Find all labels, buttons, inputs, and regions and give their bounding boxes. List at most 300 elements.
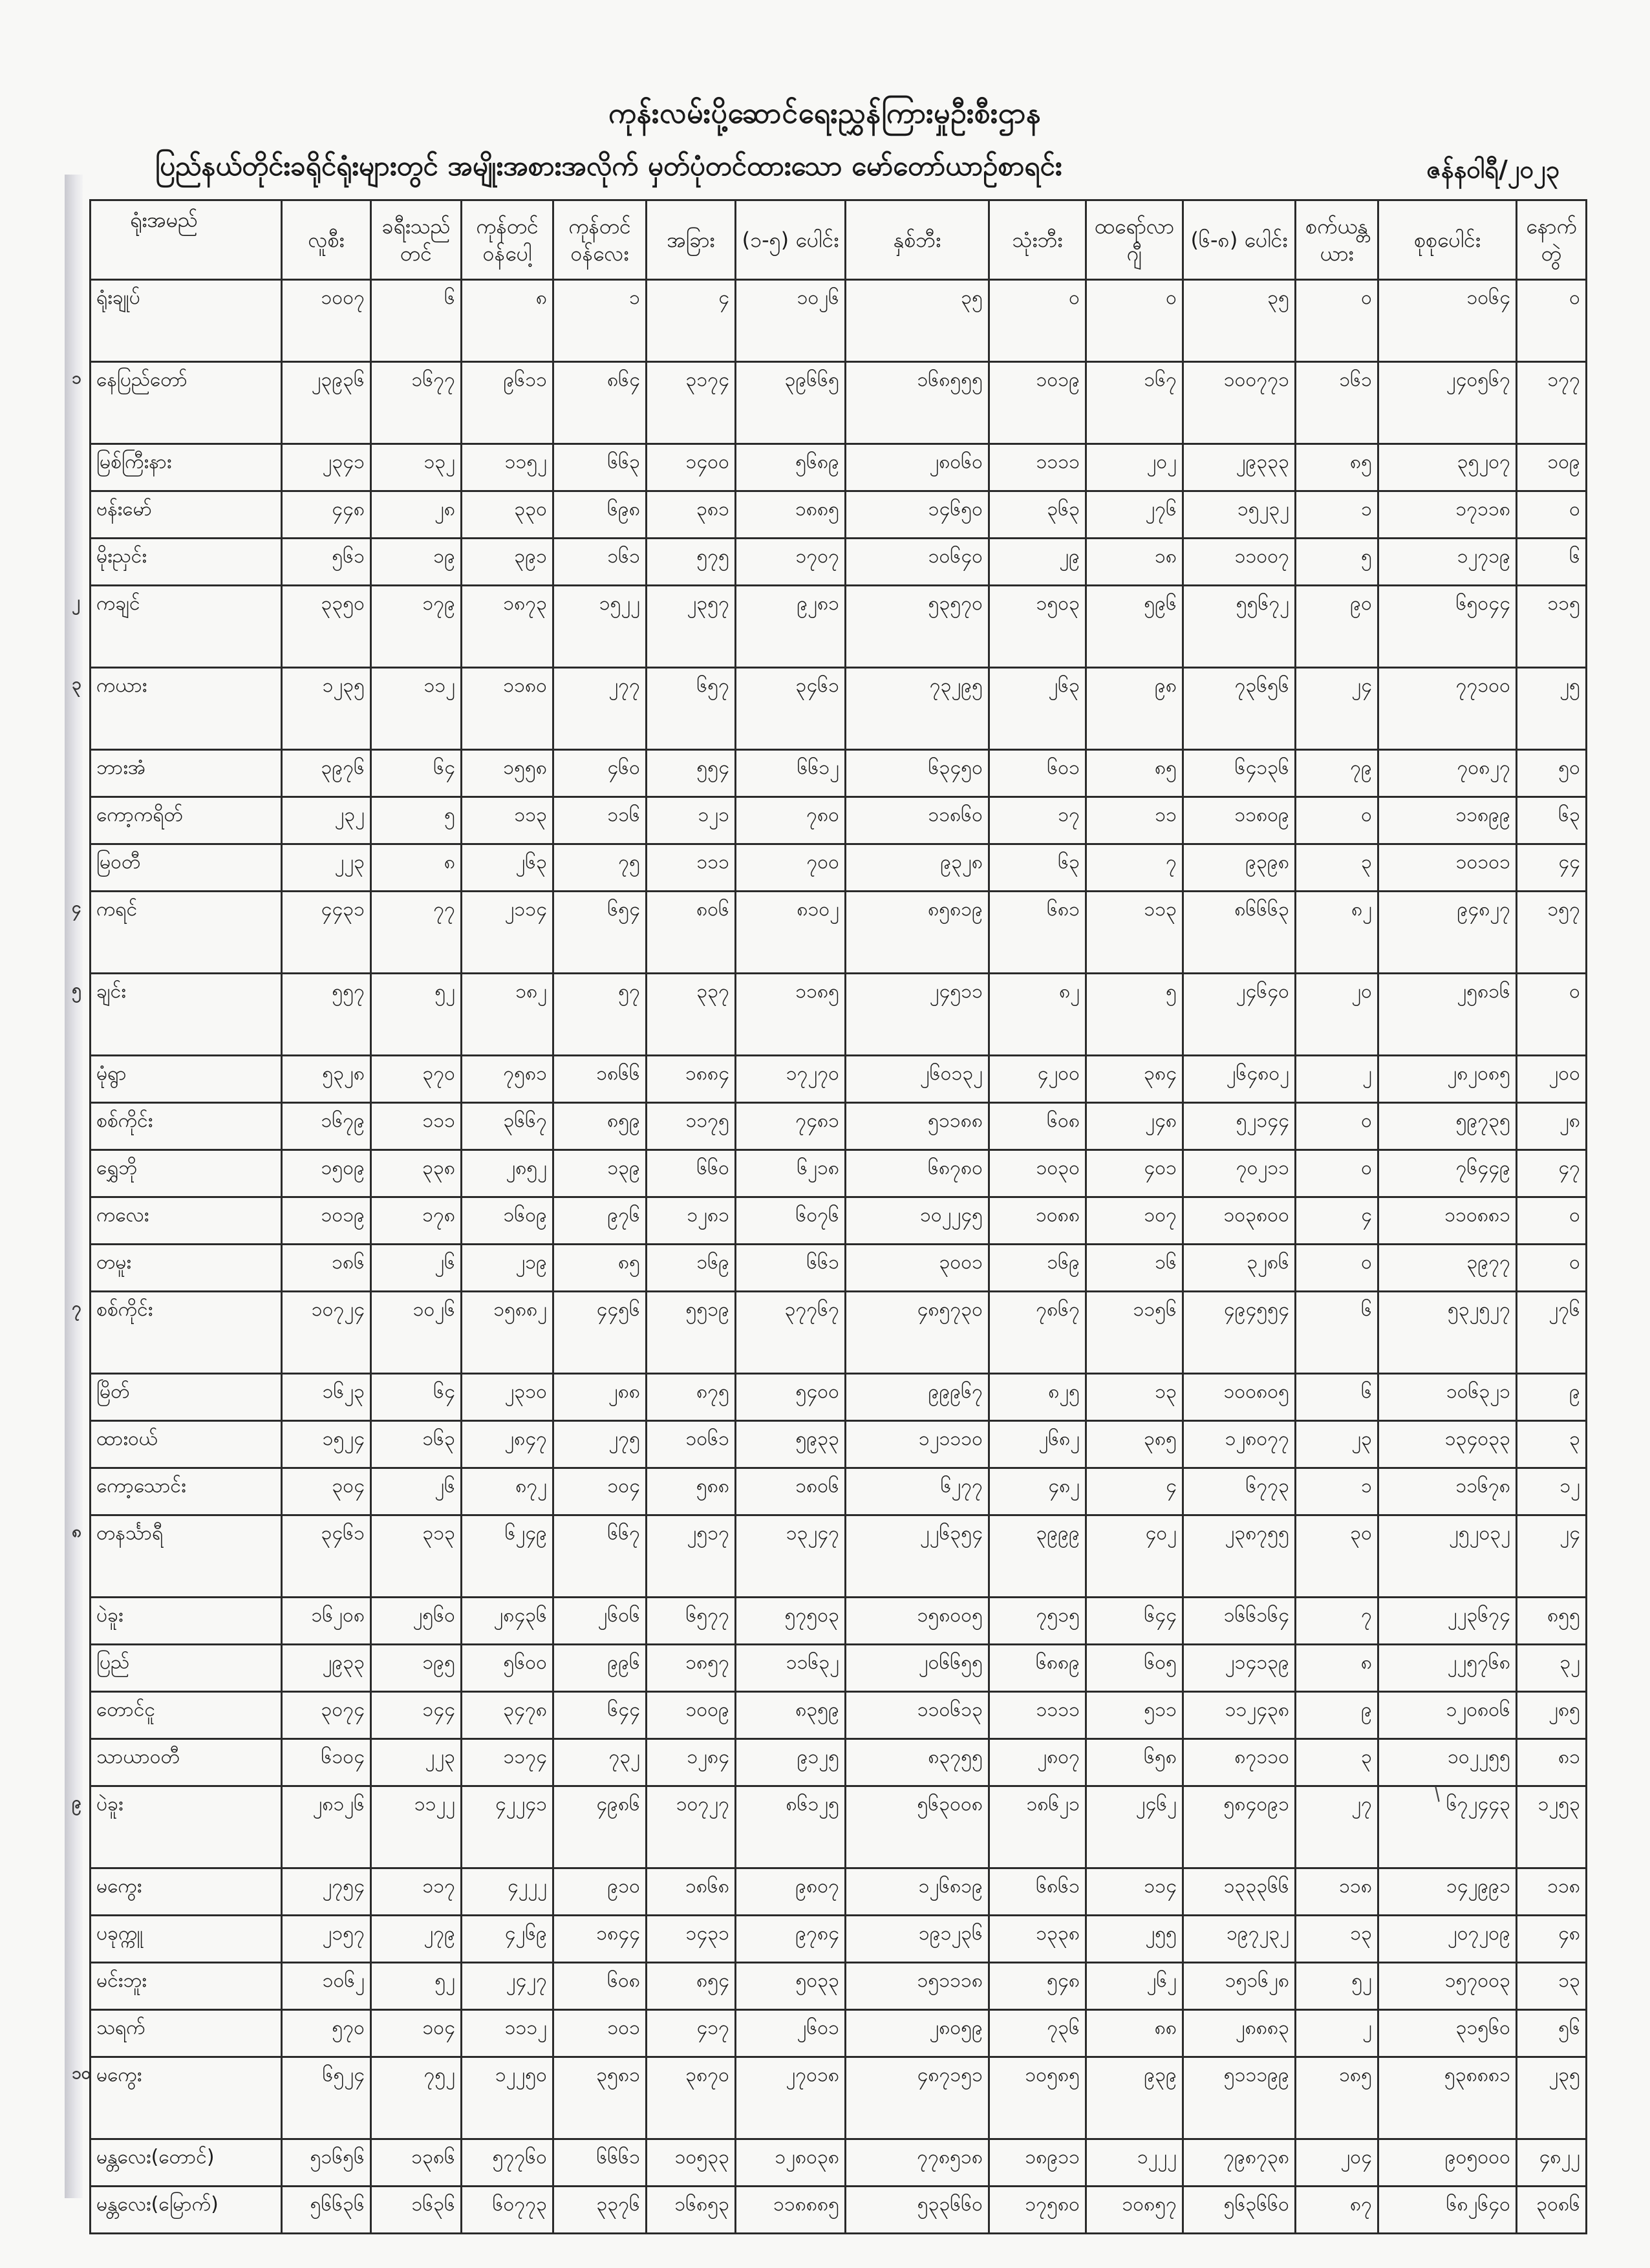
table-cell: ၂၆၈၂ [989,1421,1086,1468]
table-cell: ၅၃၃၆၆၀ [846,2187,989,2234]
office-name-cell [91,1739,282,1786]
table-cell: ၅၅၄ [647,750,736,797]
table-cell: ၂၈၈၈၃ [1183,2010,1296,2057]
table-cell: ၂၆ [371,1245,462,1292]
table-cell: ၈၅၈၁၉ [846,892,989,974]
table-cell: ၃၅ [1183,280,1296,362]
table-cell: ၁၀၆၄ [1378,280,1517,362]
table-cell: ၄၂၆၉ [462,1916,553,1963]
table-cell: ၁၃ [1086,1374,1183,1421]
table-cell: ၈၅၄ [647,1963,736,2010]
table-cell: ၉၄၈၂၇ [1378,892,1517,974]
table-cell: ၁၆၉ [989,1245,1086,1292]
table-row [91,1245,1587,1292]
table-cell: ၃၃၇၆ [553,2187,647,2234]
office-name-cell [91,444,282,491]
office-name: မြဝတီ [96,851,141,873]
table-cell: ၁၀၂၂၅၅ [1378,1739,1517,1786]
table-cell: ၁၈ [1086,539,1183,586]
table-cell: ၃၃၀ [462,491,553,539]
table-cell: ၆၀၈ [553,1963,647,2010]
table-cell: ၁၁၈၅ [736,974,846,1056]
column-header: စုစုပေါင်း [1378,200,1517,280]
table-cell: ၈၂၅ [989,1374,1086,1421]
table-cell: ၂၇၇ [553,668,647,750]
office-name-cell [72,362,282,444]
table-cell: ၃၀၄ [282,1468,371,1515]
table-cell: ၁၅၂၄ [282,1421,371,1468]
table-cell: ၀ [1517,280,1587,362]
office-name: ရုံးချုပ် [96,286,140,309]
table-cell: ၁၁၇ [371,1868,462,1916]
table-cell: ၈၅ [1296,444,1378,491]
table-cell: ၈ [371,844,462,892]
table-cell: ၂၃၈၇၅၅ [1183,1515,1296,1598]
table-cell: ၂၈၁၂၆ [282,1786,371,1868]
table-cell: ၃၇၀ [371,1056,462,1103]
table-cell: ၃၂ [1517,1645,1587,1692]
table-cell: ၂၄ [1517,1515,1587,1598]
table-cell: ၂၈၀၇ [989,1739,1086,1786]
table-cell: ၁၀၆၃၂၁ [1378,1374,1517,1421]
office-name-cell [91,1245,282,1292]
table-cell: ၃၀၈၆ [1517,2187,1587,2234]
table-cell: ၂၇၅ [553,1421,647,1468]
table-cell: ၉၂၈၁ [736,586,846,668]
table-row [91,892,1587,974]
table-cell: ၁၁၁၁ [989,444,1086,491]
table-cell: ၅၀ [1517,750,1587,797]
table-cell: ၁၀၂၆ [736,280,846,362]
table-cell: ၂၁၁၄ [462,892,553,974]
table-cell: ၁၅၇ [1517,892,1587,974]
table-cell: ၁၁၀၀၇ [1183,539,1296,586]
table-cell: ၁၂၈၀၇၇ [1183,1421,1296,1468]
table-cell: ၀ [1086,280,1183,362]
table-row [91,586,1587,668]
office-name: ကယား [96,674,147,697]
table-cell: ၂၆၀၆ [553,1598,647,1645]
table-cell: ၈၅၅ [1517,1598,1587,1645]
table-cell: ၅၆၃၆၆၀ [1183,2187,1296,2234]
table-cell: ၇၇ [371,892,462,974]
table-cell: ၁၀၁၉ [989,362,1086,444]
table-cell: ၄၂၀၀ [989,1056,1086,1103]
table-cell: ၂၅၈၁၆ [1378,974,1517,1056]
table-cell: ၃၅၂၀၇ [1378,444,1517,491]
table-cell: ၇၆၄၄၉ [1378,1150,1517,1197]
table-cell: ၁၁၅၆ [1086,1292,1183,1374]
table-cell: ၀ [1296,1245,1378,1292]
table-row [91,1916,1587,1963]
table-cell: ၁၆၀၉ [462,1197,553,1245]
region-number: ၉ [72,1793,81,1812]
table-row [91,1197,1587,1245]
table-cell: ၁၆၇၇ [371,362,462,444]
table-cell: ၃၁၅၆၀ [1378,2010,1517,2057]
office-name: ကချင် [96,592,140,615]
table-cell: ၁၃၉ [553,1150,647,1197]
table-cell: ၂၈၂၀၈၅ [1378,1056,1517,1103]
table-cell: ၁၄၂၉၉၁ [1378,1868,1517,1916]
table-cell: ၁၁၃ [462,797,553,844]
table-cell: ၂၁၄၁၃၉ [1183,1645,1296,1692]
table-cell: ၈ [462,280,553,362]
table-cell: ၁၇၁၁၈ [1378,491,1517,539]
column-header: ထရော်လာဂျီ [1086,200,1183,280]
table-cell: ၀ [1517,1197,1587,1245]
table-cell: ၁၀၁၀၁ [1378,844,1517,892]
table-cell: ၁၁၅၂ [462,444,553,491]
table-cell: ၂၅၂၀၃၂ [1378,1515,1517,1598]
table-row [91,280,1587,362]
table-cell: ၆ [1517,539,1587,586]
table-cell: ၁၀၄ [553,1468,647,1515]
table-cell: ၆၂၁၈ [736,1150,846,1197]
table-cell: ၁၈၈၄ [647,1056,736,1103]
office-name-cell [72,1292,282,1374]
table-cell: ၁၁၂ [371,668,462,750]
office-name: ကော့ကရိတ် [96,804,183,826]
table-row [91,2010,1587,2057]
table-cell: ၆၅၇ [647,668,736,750]
table-cell: ၁၂၂၅၀ [462,2057,553,2139]
table-cell: ၁၂၆၈၁၉ [846,1868,989,1916]
table-row [91,797,1587,844]
table-cell: ၂၇ [1296,1786,1378,1868]
table-cell: ၂၃၅ [1517,2057,1587,2139]
table-cell: ၆၄၁၃၆ [1183,750,1296,797]
office-name: ချင်း [96,980,126,1003]
table-cell: ၁၂၇၁၉ [1378,539,1517,586]
office-name-cell [72,974,282,1056]
office-name-cell [91,2187,282,2234]
office-name: ပဲခူး [96,1793,123,1815]
column-header: စက်ယန္တယား [1296,200,1378,280]
table-cell: ၁၁၈ [1517,1868,1587,1916]
table-cell: ၅၆၆၃၆ [282,2187,371,2234]
table-cell: ၂၃၅၇ [647,586,736,668]
table-cell: ၁၆၂၃ [282,1374,371,1421]
table-cell: ၂၉ [989,539,1086,586]
table-cell: ၆၈၂၆၄၀ [1378,2187,1517,2234]
table-cell: ၉၈ [1086,668,1183,750]
table-cell: ၁ [1296,491,1378,539]
table-cell: ၂၀၆၆၅၅ [846,1645,989,1692]
table-row [91,1739,1587,1786]
table-cell: ၆၁၀၄ [282,1739,371,1786]
scan-binding-shadow [65,175,83,2198]
column-header: (၆-၈) ပေါင်း [1183,200,1296,280]
table-row [91,2057,1587,2139]
table-cell: ၈၃၅၉ [736,1692,846,1739]
table-cell: ၁၆၃ [371,1421,462,1468]
table-cell: ၁၈၄၄ [553,1916,647,1963]
table-cell: ၁၂ [1517,1468,1587,1515]
table-cell: ၅ [371,797,462,844]
table-cell: ၁၁၆၃၂ [736,1645,846,1692]
table-cell: ၅၇၅၀၃ [736,1598,846,1645]
table-cell: ၈၇၁၁၀ [1183,1739,1296,1786]
table-cell: ၁၇၀၇ [736,539,846,586]
table-cell: ၅၃၈၈၈၁ [1378,2057,1517,2139]
table-cell: ၆ [1296,1292,1378,1374]
table-cell: ၁ [1296,1468,1378,1515]
table-cell: ၂၅ [1517,668,1587,750]
table-cell: ၅၆၁ [282,539,371,586]
table-row [91,1421,1587,1468]
table-cell: ၂၁၉ [462,1245,553,1292]
table-cell: ၁၆၈၅၅၅ [846,362,989,444]
table-cell: ၁၃၂ [371,444,462,491]
table-cell: ၁၄၄ [371,1692,462,1739]
office-name-cell [72,2057,282,2139]
office-name: မန္တလေး(တောင်) [96,2146,215,2168]
table-cell: ၇ [1086,844,1183,892]
table-cell: ၇၇၁၀၀ [1378,668,1517,750]
office-name: တနင်္သာရီ [96,1522,164,1545]
table-row [91,1598,1587,1645]
table-cell: ၂၉၃၃၃ [1183,444,1296,491]
table-cell: ၄၉၄၅၅၄ [1183,1292,1296,1374]
office-name: မကွေး [96,2064,142,2086]
office-name: စစ်ကိုင်း [96,1109,153,1132]
table-cell: ၅၇၅ [647,539,736,586]
table-cell: ၄၈ [1517,1916,1587,1963]
office-name-cell [91,1468,282,1515]
table-row [91,539,1587,586]
table-cell: ၂၂၅၇၆၈ [1378,1645,1517,1692]
table-cell: ၈၂ [1296,892,1378,974]
table-cell: ၁၆၂၀၈ [282,1598,371,1645]
table-cell: ၅၉၇၃၅ [1378,1103,1517,1150]
office-name-cell [91,1916,282,1963]
table-cell: ၁၁၁၁ [989,1692,1086,1739]
office-name: တောင်ငူ [96,1698,156,1721]
table-cell: ၆၃ [989,844,1086,892]
table-cell: ၃၄၆၁ [282,1515,371,1598]
office-name: စစ်ကိုင်း [96,1298,153,1321]
table-row [91,1963,1587,2010]
table-cell: ၁၁၇၅ [647,1103,736,1150]
table-cell: ၈၀၆ [647,892,736,974]
table-cell: ၁၈၈၅ [736,491,846,539]
table-cell: ၆၉၈ [553,491,647,539]
table-cell: ၂၈ [371,491,462,539]
table-cell: ၃၁၇၄ [647,362,736,444]
table-cell: ၆၅၂၄ [282,2057,371,2139]
office-name-cell [91,2139,282,2187]
table-body [72,280,1587,2234]
column-header: ကုန်တင်ဝန်ပေါ့ [462,200,553,280]
office-name-cell [72,1515,282,1598]
table-cell: ၁၂၈၀၃၈ [736,2139,846,2187]
table-cell: ၁၈၇၃ [462,586,553,668]
table-cell: ၁၉ [371,539,462,586]
office-name: ထားဝယ် [96,1428,158,1450]
table-row [91,1515,1587,1598]
table-cell: ၁၁၂၄၃၈ [1183,1692,1296,1739]
table-cell: ၆၅၄ [553,892,647,974]
table-cell: ၇၈၀ [736,797,846,844]
table-cell: ၅၆၈၉ [736,444,846,491]
table-cell: ၈၅ [553,1245,647,1292]
table-cell: ၀ [1517,974,1587,1056]
office-name-cell [91,1421,282,1468]
table-cell: ၁၀၀၇ [282,280,371,362]
table-cell: ၆၃၄၅၀ [846,750,989,797]
table-cell: ၆ [1296,1374,1378,1421]
table-cell: ၂၈ [1517,1103,1587,1150]
column-header: အခြား [647,200,736,280]
table-cell: ၃၄၇၈ [462,1692,553,1739]
table-cell: ၄၉၈၆ [553,1786,647,1868]
vehicle-registration-table [72,199,1587,2234]
table-cell: ၁၆၆၁၆၄ [1183,1598,1296,1645]
table-cell: ၇၅ [553,844,647,892]
office-name: မင်းဘူး [96,1969,147,1992]
office-name: ကလေး [96,1204,149,1226]
table-cell: ၀ [1296,1103,1378,1150]
table-header-row [91,200,1587,280]
table-cell: ၅၃၂၅၂၇ [1378,1292,1517,1374]
table-cell: ၇၃၂ [553,1739,647,1786]
table-cell: ၃၆၆၇ [462,1103,553,1150]
table-cell: ၁၈၆၆ [553,1056,647,1103]
table-cell: ၂၃၁၀ [462,1374,553,1421]
column-header: ကုန်တင်ဝန်လေး [553,200,647,280]
table-cell: ၉၉၆ [553,1645,647,1692]
table-cell: ၄၂၂၂ [462,1868,553,1916]
table-cell: ၂၀၂ [1086,444,1183,491]
office-name-cell [91,1197,282,1245]
table-cell: ၉ [1296,1692,1378,1739]
office-name: မြစ်ကြီးနား [96,451,172,473]
report-title: ပြည်နယ်တိုင်းခရိုင်ရုံးများတွင် အမျိုးအစားအလိုက် မှတ်ပုံတင်ထားသော မော်တော်ယာဉ်စာရင်း [155,150,1062,182]
table-cell: ၂၇၀၁၈ [736,2057,846,2139]
table-cell: ၄၄၅၆ [553,1292,647,1374]
table-cell: ၁၀၈၅၇ [1086,2187,1183,2234]
table-cell: ၃၉၉၉ [989,1515,1086,1598]
table-cell: ၇၉ [1296,750,1378,797]
table-cell: ၄၈၂၂ [1517,2139,1587,2187]
table-cell: ၆၅၇၇ [647,1598,736,1645]
office-name: မိုးညှင်း [96,545,147,568]
table-cell: ၆၈၈၉ [989,1645,1086,1692]
table-row [91,2139,1587,2187]
table-cell: ၅၁၁၁၉၉ [1183,2057,1296,2139]
table-cell: ၇၃၆ [989,2010,1086,2057]
table-cell: ၅၅၆၇၂ [1183,586,1296,668]
table-cell: ၈ [1296,1645,1378,1692]
table-cell: ၇၃၂၉၅ [846,668,989,750]
table-cell: ၂၇၉ [371,1916,462,1963]
table-cell: ၄၀၁ [1086,1150,1183,1197]
table-cell: ၃၅၈၁ [553,2057,647,2139]
table-cell: ၂၂၃ [282,844,371,892]
table-cell: ၈၂ [989,974,1086,1056]
table-cell: ၀ [1296,1150,1378,1197]
table-cell: ၅၂ [1296,1963,1378,2010]
table-cell: ၂၅၁၇ [647,1515,736,1598]
table-cell: ၅၅၁၉ [647,1292,736,1374]
table-cell: ၂၄၅၁၁ [846,974,989,1056]
table-row [91,844,1587,892]
column-header: လူစီး [282,200,371,280]
table-cell: ၁၅၅၈ [462,750,553,797]
office-name-cell [91,2010,282,2057]
table-cell: ၂၈၄၇ [462,1421,553,1468]
table-cell: ၈၇၂ [462,1468,553,1515]
table-cell: ၄၇ [1517,1150,1587,1197]
table-cell: ၃၀၀၁ [846,1245,989,1292]
table-cell: ၄၆၀ [553,750,647,797]
table-cell: ၁၉၇၂၃၂ [1183,1916,1296,1963]
table-cell: ၅၃၅၇၀ [846,586,989,668]
office-name-cell [72,668,282,750]
table-cell: ၁၅၀၉ [282,1150,371,1197]
table-cell: ၄၈၅၇၃၀ [846,1292,989,1374]
table-cell: ၁၀၇၂၇ [647,1786,736,1868]
table-cell: ၇၅၂ [371,2057,462,2139]
table-cell: ၁၀၆၄၀ [846,539,989,586]
table-cell: ၃၂၈၆ [1183,1245,1296,1292]
table-cell: ၆၀၈ [989,1103,1086,1150]
table-cell: ၁၈၉၁၁ [989,2139,1086,2187]
table-cell: ၈၁၀၂ [736,892,846,974]
table-cell: ၈၇ [1296,2187,1378,2234]
table-cell: ၅ [1296,539,1378,586]
table-cell: ၂၅၅ [1086,1916,1183,1963]
table-cell: ၁၅၁၁၁၈ [846,1963,989,2010]
table-cell: ၆၆၁၂ [736,750,846,797]
table-cell: ၉၁၂၅ [736,1739,846,1786]
table-cell: ၃၃၇ [647,974,736,1056]
table-cell: ၂၆၂ [1086,1963,1183,2010]
table-cell: ၄ [647,280,736,362]
table-cell: ၁၇၇ [1517,362,1587,444]
table-cell: ၁၁၁ [647,844,736,892]
table-cell: ၁၈၆ [282,1245,371,1292]
column-header: သုံးဘီး [989,200,1086,280]
table-cell: ၁၅၂၃၂ [1183,491,1296,539]
table-cell: ၁၀၈၈ [989,1197,1086,1245]
column-header: (၁-၅) ပေါင်း [736,200,846,280]
table-cell: ၁၅၀၃ [989,586,1086,668]
office-name: မြိတ် [96,1380,130,1403]
table-cell: ၅၆၀၀ [462,1645,553,1692]
table-cell: ၂၂၆၃၅၄ [846,1515,989,1598]
table-cell: ၁၂၁ [647,797,736,844]
table-cell: ၁၂၅၃ [1517,1786,1587,1868]
table-cell: ၃၃၅၀ [282,586,371,668]
column-header: နှစ်ဘီး [846,200,989,280]
table-cell: ၅၆ [1517,2010,1587,2057]
table-cell: ၆၆၆၁ [553,2139,647,2187]
table-cell: ၂၉၃၃ [282,1645,371,1692]
table-cell: ၁၈၅ [1296,2057,1378,2139]
table-cell: ၅၈၄၀၉၁ [1183,1786,1296,1868]
region-number: ၄ [72,898,81,917]
table-cell: ၇၈၆၇ [989,1292,1086,1374]
table-cell: ၅၄၈ [989,1963,1086,2010]
table-cell: ၁၃၃၃၆၆ [1183,1868,1296,1916]
table-cell: ၁၄၀၀ [647,444,736,491]
table-cell: ၁၀၁၉ [282,1197,371,1245]
table-cell: ၁၆ [1086,1245,1183,1292]
table-cell: ၁၆၇၉ [282,1103,371,1150]
table-cell: ၂၀၇၂၀၉ [1378,1916,1517,1963]
